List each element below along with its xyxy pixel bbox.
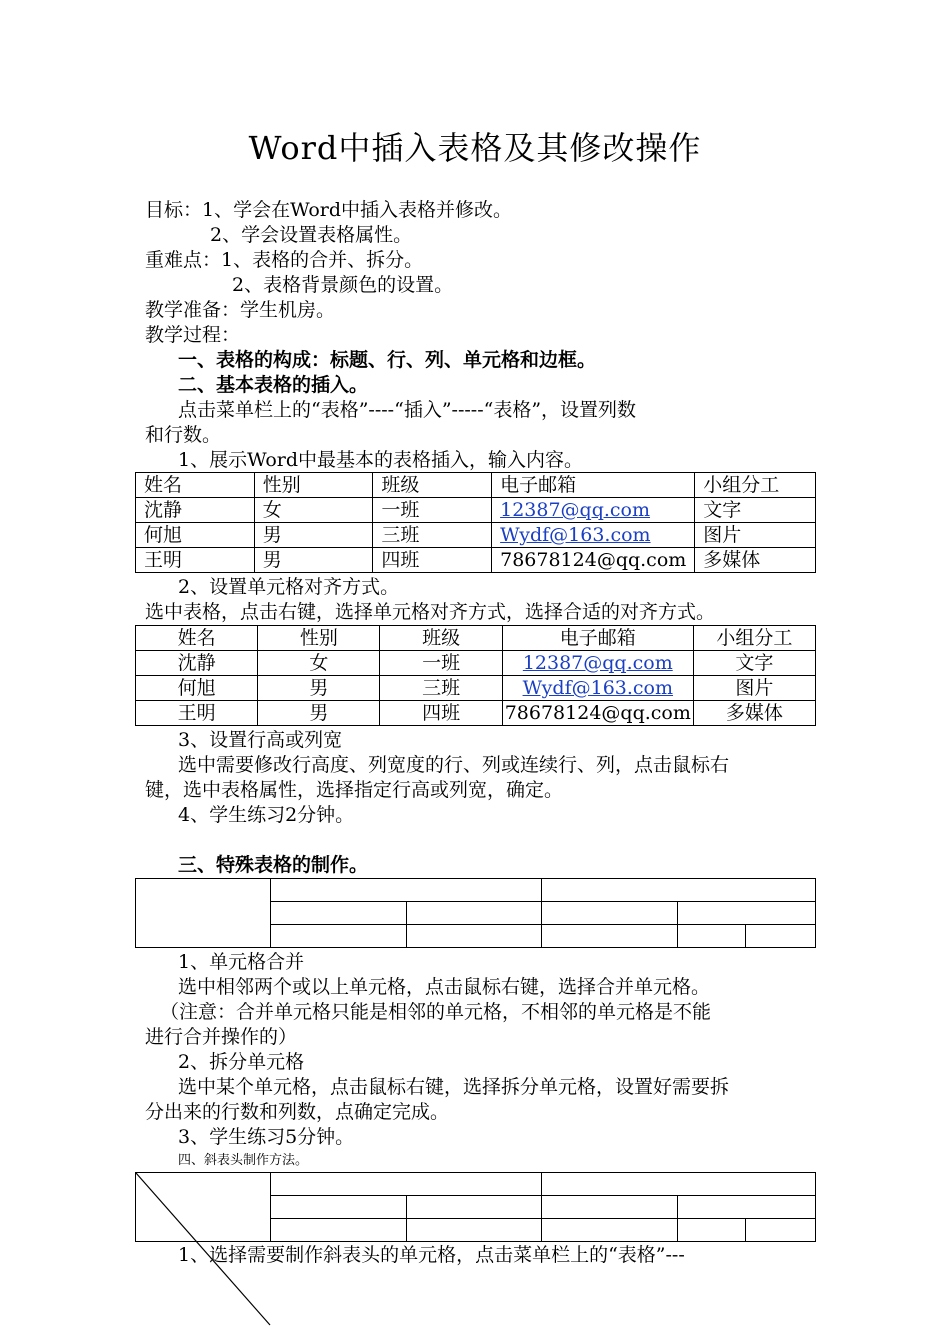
table-cell: 男: [258, 676, 380, 701]
goals-line-1: 目标：1、学会在Word中插入表格并修改。: [145, 199, 513, 221]
document-title: Word中插入表格及其修改操作: [248, 129, 702, 167]
insert-paragraph-line-2: 和行数。: [145, 424, 222, 446]
header-cell: 性别: [258, 626, 380, 651]
header-cell: 电子邮箱: [502, 626, 693, 651]
header-cell: 姓名: [136, 626, 258, 651]
email-link[interactable]: Wydf@163.com: [500, 524, 651, 546]
table-cell: 一班: [373, 498, 492, 523]
difficulty-line-1: 重难点：1、表格的合并、拆分。: [145, 249, 424, 271]
email-link[interactable]: 12387@qq.com: [500, 499, 651, 521]
table-cell: 三班: [380, 676, 502, 701]
prep-line: 教学准备：学生机房。: [145, 299, 336, 321]
section-3-heading: 三、特殊表格的制作。: [178, 854, 369, 876]
table-cell: 男: [258, 701, 380, 726]
header-cell: 小组分工: [695, 473, 816, 498]
split-heading: 2、拆分单元格: [178, 1051, 305, 1073]
step-3-paragraph-line-1: 选中需要修改行高度、列宽度的行、列或连续行、列，点击鼠标右: [178, 754, 730, 776]
diagonal-paragraph-line-1: 1、选择需要制作斜表头的单元格，点击菜单栏上的“表格”---: [178, 1244, 685, 1266]
merge-paragraph-line-1: 选中相邻两个或以上单元格，点击鼠标右键，选择合并单元格。: [178, 976, 711, 998]
step-3-paragraph-line-2: 键，选中表格属性，选择指定行高或列宽，确定。: [145, 779, 564, 801]
split-paragraph-line-1: 选中某个单元格，点击鼠标右键，选择拆分单元格，设置好需要拆: [178, 1076, 730, 1098]
table-cell: 男: [254, 548, 373, 573]
table-cell: 文字: [695, 498, 816, 523]
table-cell: 女: [254, 498, 373, 523]
section-4-heading: 四、斜表头制作方法。: [178, 1153, 309, 1168]
header-cell: 姓名: [136, 473, 255, 498]
header-cell: 电子邮箱: [492, 473, 695, 498]
goals-line-2: 2、学会设置表格属性。: [210, 224, 413, 246]
table-cell: 何旭: [136, 676, 258, 701]
step-2-heading: 2、设置单元格对齐方式。: [178, 576, 400, 598]
email-link[interactable]: Wydf@163.com: [522, 677, 674, 699]
difficulty-line-2: 2、表格背景颜色的设置。: [232, 274, 454, 296]
table-cell: 女: [258, 651, 380, 676]
email-link[interactable]: 12387@qq.com: [522, 652, 673, 674]
table-cell: 78678124@qq.com: [492, 548, 695, 573]
step-3-heading: 3、设置行高或列宽: [178, 729, 343, 751]
step-4-line: 4、学生练习2分钟。: [178, 804, 355, 826]
table-cell: 一班: [380, 651, 502, 676]
header-cell: 性别: [254, 473, 373, 498]
table-cell: 78678124@qq.com: [502, 701, 693, 726]
process-line: 教学过程：: [145, 324, 241, 346]
table-cell: 四班: [373, 548, 492, 573]
diagonal-line: [136, 1173, 270, 1325]
table-cell: 王明: [136, 701, 258, 726]
merge-paragraph-line-3: 进行合并操作的）: [145, 1026, 298, 1048]
step-2-description: 选中表格，点击右键，选择单元格对齐方式，选择合适的对齐方式。: [145, 601, 716, 623]
header-cell: 班级: [380, 626, 502, 651]
practice-5-line: 3、学生练习5分钟。: [178, 1126, 355, 1148]
table-cell: 多媒体: [693, 701, 815, 726]
section-1-heading: 一、表格的构成：标题、行、列、单元格和边框。: [178, 349, 597, 371]
table-cell: 三班: [373, 523, 492, 548]
table-cell: 沈静: [136, 498, 255, 523]
table-cell: 图片: [693, 676, 815, 701]
table-cell: 男: [254, 523, 373, 548]
step-1-heading: 1、展示Word中最基本的表格插入，输入内容。: [178, 449, 584, 471]
section-2-heading: 二、基本表格的插入。: [178, 374, 369, 396]
merge-paragraph-line-2: （注意：合并单元格只能是相邻的单元格，不相邻的单元格是不能: [160, 1001, 712, 1023]
table-cell: 四班: [380, 701, 502, 726]
table-cell: 王明: [136, 548, 255, 573]
table-cell: 沈静: [136, 651, 258, 676]
table-cell: 多媒体: [695, 548, 816, 573]
header-cell: 班级: [373, 473, 492, 498]
insert-paragraph-line-1: 点击菜单栏上的“表格”----“插入”-----“表格”，设置列数: [178, 399, 637, 421]
split-paragraph-line-2: 分出来的行数和列数，点确定完成。: [145, 1101, 450, 1123]
header-cell: 小组分工: [693, 626, 815, 651]
table-cell: 何旭: [136, 523, 255, 548]
table-cell: 文字: [693, 651, 815, 676]
merge-heading: 1、单元格合并: [178, 951, 305, 973]
table-cell: 图片: [695, 523, 816, 548]
